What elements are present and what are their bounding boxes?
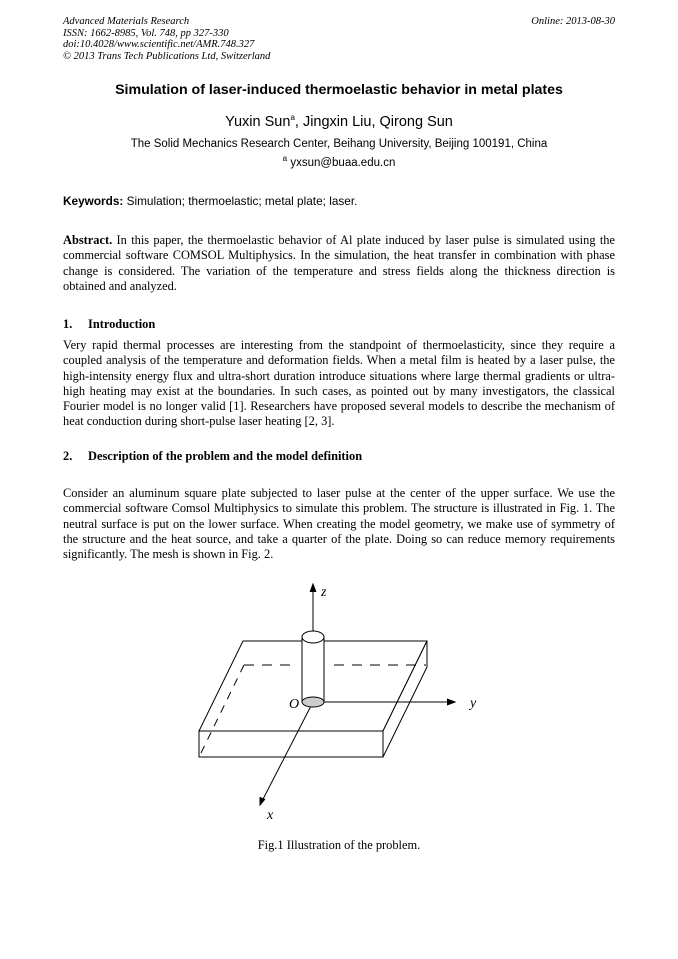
figure-plate-illustration [0, 575, 678, 835]
author-sup: a [290, 113, 295, 123]
section-body-introduction: Very rapid thermal processes are interesting from the standpoint of thermoelasticity, since they require a coupled analysis of the temperature and deformation fields. When a metal film is heated by a laser pulse, the high-intensity energy flux and ultra-short duration introduce situations where large thermal gradients or ultra-high heating may exist at the boundaries. In such cases, as pointed out by many investigators, the classical Fourier model is no longer valid [1]. Researchers have proposed several models to describe the mechanism of heat conduction during short-pulse laser heating [2, 3]. [63, 338, 615, 429]
abstract [63, 233, 615, 294]
section-title: Description of the problem and the model definition [88, 449, 363, 463]
journal-info [63, 16, 270, 62]
keywords [63, 194, 615, 209]
abstract-text: In this paper, the thermoelastic behavior of Al plate induced by laser pulse is simulated using the commercial software COMSOL Multiphysics. In the simulation, the heat transfer in combination with phase change is considered. The variation of the temperature and stress fields along the thickness direction is obtained and analyzed. [63, 233, 615, 293]
x-axis-arrow [260, 797, 265, 805]
origin-label: O [289, 697, 300, 712]
section-title: Introduction [88, 317, 156, 331]
email-line [63, 154, 615, 169]
journal-info-line: ISSN: 1662-8985, Vol. 748, pp 327-330 [63, 27, 229, 39]
laser-cylinder-bottom [302, 697, 324, 707]
author-first: Yuxin Sun [225, 114, 291, 130]
section-heading-description [63, 449, 615, 464]
y-axis-label: y [470, 696, 477, 711]
paper-title: Simulation of laser-induced thermoelastic behavior in metal plates [115, 82, 563, 98]
z-axis-label: z [321, 585, 327, 600]
y-axis-arrow [447, 699, 455, 705]
laser-cylinder-top [302, 631, 324, 643]
author-rest: , Jingxin Liu, Qirong Sun [294, 114, 453, 130]
keywords-label: Keywords: [63, 194, 124, 208]
figure-caption: Fig.1 Illustration of the problem. [257, 838, 421, 852]
affiliation: The Solid Mechanics Research Center, Beihang University, Beijing 100191, China [130, 138, 548, 150]
authors [63, 114, 615, 130]
x-axis-label: x [267, 808, 274, 823]
abstract-label: Abstract. [63, 233, 113, 247]
keywords-text: Simulation; thermoelastic; metal plate; laser. [126, 194, 358, 208]
journal-info-line: © 2013 Trans Tech Publications Ltd, Switzerland [63, 50, 271, 62]
section-body-description: Consider an aluminum square plate subjected to laser pulse at the center of the upper surface. We use the commercial software Comsol Multiphysics to simulate this problem. The structure is illustrated in Fig. 1. The neutral surface is put on the lower surface. When creating the model geometry, we make use of symmetry of the structure and the heat source, and take a quarter of the plate. Doing so can reduce memory requirements significantly. The mesh is shown in Fig. 2. [63, 486, 615, 562]
journal-info-line: Advanced Materials Research [63, 16, 190, 27]
online-date: Online: 2013-08-30 [531, 16, 615, 27]
section-number: 2. [63, 449, 73, 463]
email-address: yxsun@buaa.edu.cn [290, 157, 396, 169]
laser-cylinder-body [302, 637, 324, 702]
z-axis-arrow [310, 584, 316, 592]
email-sup: a [282, 154, 288, 164]
journal-info-line: doi:10.4028/www.scientific.net/AMR.748.327 [63, 39, 255, 50]
section-number: 1. [63, 317, 73, 331]
section-heading-introduction [63, 317, 615, 332]
